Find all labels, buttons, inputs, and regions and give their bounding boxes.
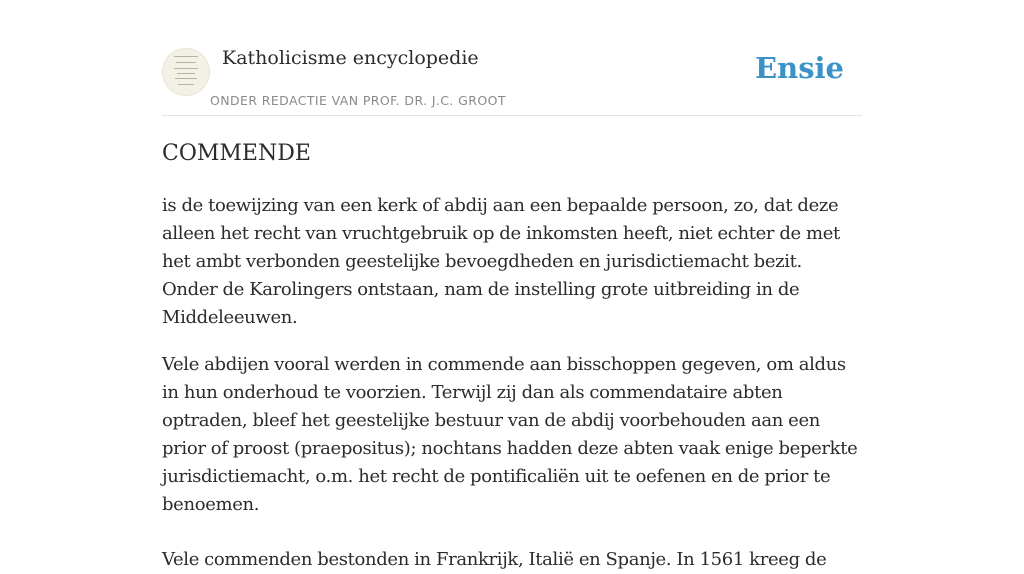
article-paragraph-3: Vele commenden bestonden in Frankrijk, Italië en Spanje. In 1561 kreeg de [162,549,827,570]
article [162,138,862,574]
book-cover-icon[interactable] [162,48,210,96]
article-paragraph-2: Vele abdijen vooral werden in commende aan bisschoppen gegeven, om aldus in hun onderhoud te voorzien. Terwijl zij dan als commendataire abten optraden, bleef het geestelijke bestuur van de abdij voorbehouden aan een prior of proost (praepositus); nochtans hadden deze abten vaak enige beperkte jurisdictiemacht, o.m. het recht de pontificaliën uit te oefenen en de prior te benoemen. [162,354,858,515]
article-title: COMMENDE [162,141,311,166]
ensie-logo[interactable]: Ensie [755,51,844,85]
book-title[interactable]: Katholicisme encyclopedie [222,47,479,69]
site-header [162,44,862,116]
header-divider [162,115,862,116]
editor-credit: ONDER REDACTIE VAN PROF. DR. J.C. GROOT [210,93,506,108]
article-paragraph-1: is de toewijzing van een kerk of abdij aan een bepaalde persoon, zo, dat deze alleen het recht van vruchtgebruik op de inkomsten heeft, niet echter de met het ambt verbonden geestelijke bevoegdheden en jurisdictiemacht bezit. Onder de Karolingers ontstaan, nam de instelling grote uitbreiding in de Middeleeuwen. [162,195,840,328]
